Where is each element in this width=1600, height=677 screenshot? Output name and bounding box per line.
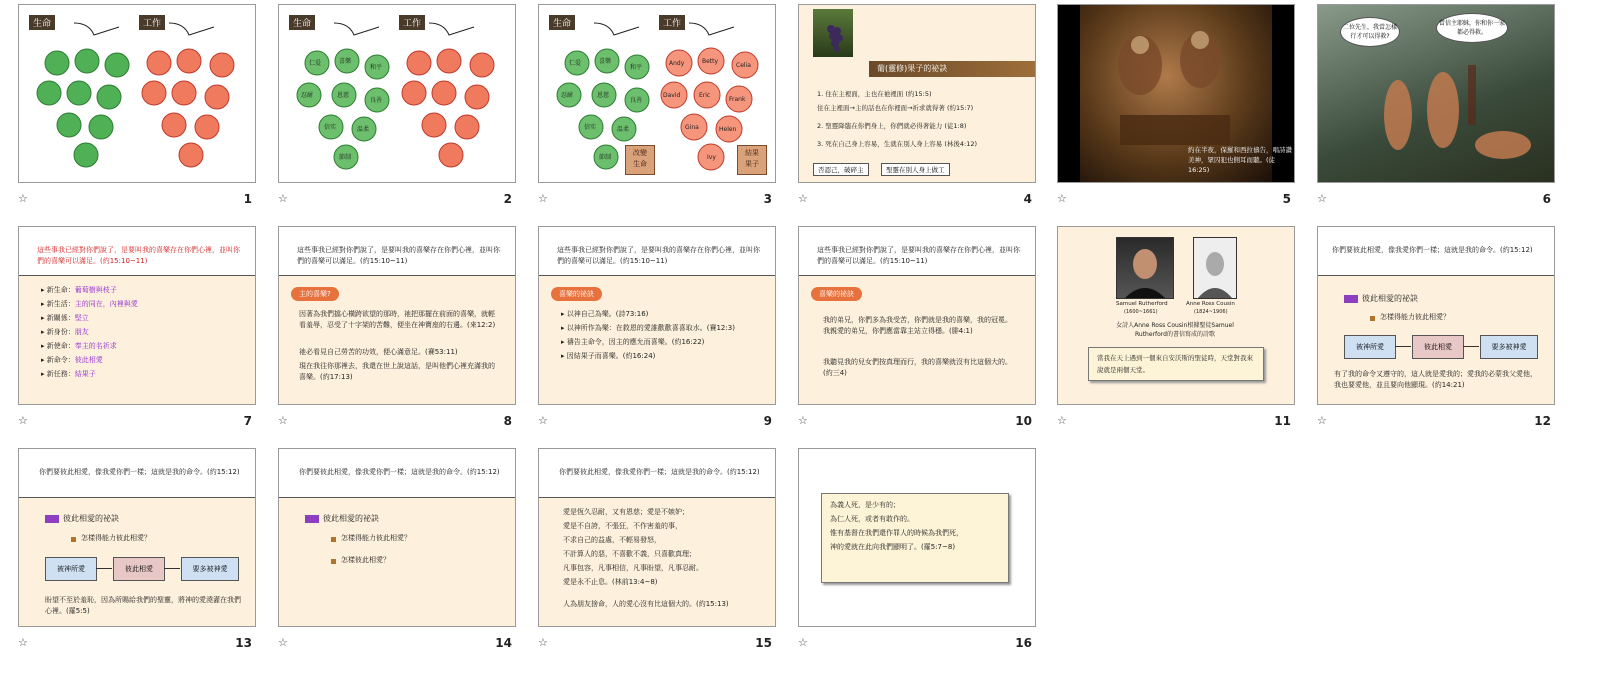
flow-arrow [164, 568, 180, 569]
star-icon[interactable]: ☆ [278, 192, 288, 205]
callout-box: 否認己，破碎主 [813, 163, 869, 176]
star-icon[interactable]: ☆ [1317, 192, 1327, 205]
slide-number: 10 [1015, 414, 1032, 428]
slide-number: 8 [503, 414, 512, 428]
caption-line: 女詩人Anne Ross Cousin根據聖徒Samuel Rutherford的書信寫成的詩歌 [1116, 322, 1234, 338]
section-pill: 喜樂的祕訣 [551, 287, 602, 301]
slide-number: 11 [1274, 414, 1291, 428]
header-verse: 你們要彼此相愛，像我愛你們一樣；這就是我的命令。(約15:12) [559, 468, 760, 476]
portrait-cousin [1193, 237, 1237, 299]
list-item: ▸ 新使命：奉主的名祈求 [41, 342, 117, 350]
star-icon[interactable]: ☆ [1317, 414, 1327, 427]
fruit-label: 仁爱 [309, 60, 322, 67]
body-paragraph: 因著為我們擋心橫跨欲望的那時，祂把那擺在前面的喜樂，就輕看羞辱，忍受了十字架的苦難，便坐在神寶座的右邊。(來12:2) [299, 310, 496, 329]
star-icon[interactable]: ☆ [1057, 414, 1067, 427]
body-line: 愛是不自誇，不張狂，不作害羞的事， [563, 522, 682, 530]
slide-number: 16 [1015, 636, 1032, 650]
bullet-icon [1370, 316, 1375, 321]
question: 怎樣得能力彼此相愛？ [341, 534, 411, 542]
star-icon[interactable]: ☆ [1057, 192, 1067, 205]
body-line: 人為朋友捨命，人的愛心沒有比這個大的。(約15:13) [563, 600, 729, 608]
flow-box: 被神所愛 [1344, 335, 1396, 359]
list-item: ▸ 因結果子而喜樂。(約16:24) [561, 352, 656, 360]
quote-note: 當我在天上遇到一個來自安沃斯的聖徒時，天堂對我來說就是兩個天堂。 [1088, 347, 1264, 381]
header-verse: 你們要彼此相愛，像我愛你們一樣；這就是我的命令。(約15:12) [1332, 246, 1533, 254]
callout-box: 聖靈在別人身上做工 [881, 163, 950, 176]
name-label: Helen [719, 126, 737, 133]
slide-number: 1 [243, 192, 252, 206]
slide-number: 6 [1542, 192, 1551, 206]
body-line: 1. 住在主裡面，主也在祂裡面 (約15:5) [817, 90, 932, 98]
star-icon[interactable]: ☆ [538, 414, 548, 427]
slide-number: 14 [495, 636, 512, 650]
name-label: David [663, 92, 681, 99]
slide-thumb-11[interactable] [1057, 226, 1297, 431]
section-heading: 彼此相愛的祕訣 [323, 514, 379, 523]
star-icon[interactable]: ☆ [18, 414, 28, 427]
question: 怎樣得能力彼此相愛？ [81, 534, 151, 542]
label-life: 生命 [289, 15, 315, 30]
fruit-label: 節制 [339, 154, 352, 161]
label-life: 生命 [29, 15, 55, 30]
label-work: 工作 [139, 15, 165, 30]
fruit-label: 良善 [630, 97, 643, 104]
speech-bubble: 當信主耶穌，你和你一家都必得救。 [1436, 13, 1508, 43]
slide-number: 2 [503, 192, 512, 206]
arrow-icon [1344, 295, 1358, 303]
person-name: Samuel Rutherford [1116, 301, 1168, 307]
body-line: 凡事包容，凡事相信，凡事盼望，凡事忍耐。 [563, 564, 703, 572]
flow-arrow [1395, 346, 1411, 347]
fruit-label: 喜樂 [599, 58, 612, 65]
slide-number: 9 [763, 414, 772, 428]
grape-clusters [279, 5, 515, 182]
slide-thumb-16[interactable] [798, 448, 1038, 653]
header-verse: 你們要彼此相愛，像我愛你們一樣；這就是我的命令。(約15:12) [39, 468, 240, 476]
list-item: ▸ 新命令：彼此相愛 [41, 356, 103, 364]
slide-thumb-12[interactable] [1317, 226, 1557, 431]
header-verse: 你們要彼此相愛，像我愛你們一樣；這就是我的命令。(約15:12) [299, 468, 500, 476]
flow-box: 彼此相愛 [1412, 335, 1464, 359]
body-line: 3. 死在自己身上容易，生就在別人身上容易 (林後4:12) [817, 140, 978, 148]
slide-thumb-1[interactable] [18, 4, 258, 209]
fruit-label: 良善 [370, 97, 383, 104]
body-paragraph: 我聽見我的兒女們按真理而行，我的喜樂就沒有比這個大的。(約三4) [823, 358, 1012, 377]
body-line: 住在主裡面→主的話也在你裡面→祈求就得著 (約15:7) [817, 104, 974, 112]
slide-number: 13 [235, 636, 252, 650]
name-label: Andy [669, 60, 685, 67]
flow-box: 要多被神愛 [181, 557, 239, 581]
slide-number: 15 [755, 636, 772, 650]
name-label: Frank [729, 96, 746, 103]
slide-number: 7 [243, 414, 252, 428]
bear-fruit-tag: 結果 果子 [737, 145, 767, 175]
slide-thumb-3[interactable] [538, 4, 778, 209]
header-verse: 這些事我已經對你們說了，是要叫我的喜樂存在你們心裡，並叫你們的喜樂可以滿足。(約15:10~11) [817, 246, 1020, 265]
star-icon[interactable]: ☆ [18, 636, 28, 649]
fruit-label: 温柔 [357, 126, 370, 133]
star-icon[interactable]: ☆ [798, 636, 808, 649]
portrait-rutherford [1116, 237, 1174, 299]
label-life: 生命 [549, 15, 575, 30]
section-heading: 彼此相愛的祕訣 [1362, 294, 1418, 303]
body-paragraph: 祂必看見自己勞苦的功效，便心滿意足。(賽53:11) [299, 348, 458, 356]
slide-thumb-13[interactable] [18, 448, 258, 653]
slide-thumb-4[interactable] [798, 4, 1038, 209]
grapes-photo [813, 9, 853, 57]
bullet-icon [331, 537, 336, 542]
star-icon[interactable]: ☆ [798, 414, 808, 427]
label-work: 工作 [399, 15, 425, 30]
question: 怎樣彼此相愛？ [341, 556, 390, 564]
slide-thumb-14[interactable] [278, 448, 518, 653]
body-line: 不計算人的惡，不喜歡不義，只喜歡真理； [563, 550, 696, 558]
bullet-icon [71, 537, 76, 542]
fruit-label: 仁爱 [569, 60, 582, 67]
star-icon[interactable]: ☆ [18, 192, 28, 205]
list-item: ▸ 新任務：結果子 [41, 370, 96, 378]
name-label: Betty [702, 58, 719, 65]
body-paragraph: 現在我往你那裡去，我還在世上說這話，是叫他們心裡充滿我的喜樂。(約17:13) [299, 362, 495, 381]
fruit-label: 和平 [370, 64, 383, 71]
fruit-label: 忍耐 [561, 92, 574, 99]
person-years: (1824~1906) [1194, 309, 1228, 315]
list-item: ▸ 以神所作為樂：在救恩的愛誰歡歡喜喜取水。(賽12:3) [561, 324, 735, 332]
body-line: 2. 聖靈降臨在你們身上，你們就必得著能力 (徒1:8) [817, 122, 967, 130]
list-item: ▸ 新生命：葡萄樹與枝子 [41, 286, 117, 294]
slide-number: 4 [1023, 192, 1032, 206]
list-item: ▸ 禱告主命令，因主的應允而喜樂。(約16:22) [561, 338, 705, 346]
list-item: ▸ 以神自己為樂。(詩73:16) [561, 310, 649, 318]
body-line: 不求自己的益處，不輕易發怒， [563, 536, 661, 544]
body-paragraph: 盼望不至於羞恥，因為所賜給我們的聖靈，將神的愛澆灌在我們心裡。(羅5:5) [45, 596, 241, 615]
body-line: 愛是永不止息。(林前13:4~8) [563, 578, 658, 586]
fruit-label: 忍耐 [301, 92, 314, 99]
label-work: 工作 [659, 15, 685, 30]
flow-box: 要多被神愛 [1480, 335, 1538, 359]
bullet-icon [331, 559, 336, 564]
body-paragraph: 有了我的命令又遵守的，這人就是愛我的；愛我的必蒙我父愛他，我也要愛他，並且要向他顯現。(約14:21) [1334, 370, 1537, 389]
arrow-icon [305, 515, 319, 523]
fruit-label: 恩慈 [337, 92, 350, 99]
star-icon[interactable]: ☆ [278, 414, 288, 427]
flow-box: 彼此相愛 [113, 557, 165, 581]
header-verse: 這些事我已經對你們說了，是要叫我的喜樂存在你們心裡，並叫你們的喜樂可以滿足。(約15:10~11) [557, 246, 760, 265]
slide-thumb-6[interactable] [1317, 4, 1557, 209]
slide-thumb-8[interactable] [278, 226, 518, 431]
list-item: ▸ 新關係：堅立 [41, 314, 89, 322]
slide-number: 3 [763, 192, 772, 206]
slide-thumb-15[interactable] [538, 448, 778, 653]
slide-thumb-10[interactable] [798, 226, 1038, 431]
fruit-label: 恩慈 [597, 92, 610, 99]
star-icon[interactable]: ☆ [538, 636, 548, 649]
arrow-icon [45, 515, 59, 523]
star-icon[interactable]: ☆ [278, 636, 288, 649]
grape-clusters [19, 5, 255, 182]
fruit-label: 節制 [599, 154, 612, 161]
fruit-label: 信实 [324, 124, 337, 131]
list-item: ▸ 新生活：主的同在，內裡與愛 [41, 300, 138, 308]
section-pill: 喜樂的祕訣 [811, 287, 862, 301]
slide-thumb-9[interactable] [538, 226, 778, 431]
change-life-tag: 改變 生命 [625, 145, 655, 175]
painting-caption: 約在半夜，保羅和西拉禱告，唱詩讚美神，眾囚犯也側耳而聽。(徒16:25) [1188, 146, 1292, 174]
name-label: Celia [736, 62, 751, 69]
list-item: ▸ 新身份：朋友 [41, 328, 89, 336]
question: 怎樣得能力彼此相愛？ [1380, 313, 1450, 321]
star-icon[interactable]: ☆ [538, 192, 548, 205]
fruit-label: 信实 [584, 124, 597, 131]
star-icon[interactable]: ☆ [798, 192, 808, 205]
slide-thumb-5[interactable] [1057, 4, 1297, 209]
person-name: Anne Ross Cousin [1186, 301, 1235, 307]
fruit-label: 温柔 [617, 126, 630, 133]
slide-title: 葡(靈修)果子的祕訣 [869, 61, 1036, 77]
slide-thumb-7[interactable] [18, 226, 258, 431]
flow-arrow [96, 568, 112, 569]
body-line: 愛是恆久忍耐，又有恩慈；愛是不嫉妒； [563, 508, 689, 516]
person-years: (1600~1661) [1124, 309, 1158, 315]
header-verse: 這些事我已經對你們說了，是要叫我的喜樂存在你們心裡，並叫你們的喜樂可以滿足。(約15:10~11) [37, 246, 240, 265]
name-label: Eric [699, 92, 711, 99]
verse-note: 為義人死，是少有的； 為仁人死，或者有敢作的。 惟有基督在我們還作罪人的時候為我們死， 神的愛就在此向我們顯明了。(羅5:7~8) [821, 493, 1009, 583]
flow-box: 被神所愛 [45, 557, 97, 581]
speech-bubble: 二位先生，我當怎樣行才可以得救? [1340, 17, 1400, 47]
slide-number: 12 [1534, 414, 1551, 428]
name-label: Gina [685, 124, 699, 131]
slide-number: 5 [1282, 192, 1291, 206]
fruit-label: 和平 [630, 64, 643, 71]
header-verse: 這些事我已經對你們說了，是要叫我的喜樂存在你們心裡，並叫你們的喜樂可以滿足。(約15:10~11) [297, 246, 500, 265]
slide-thumb-2[interactable] [278, 4, 518, 209]
body-paragraph: 我的弟兄，你們多為我受苦，你們就是我的喜樂，我的冠冕。我親愛的弟兄，你們應當靠主站立得穩。(腓4:1) [823, 316, 1012, 335]
name-label: Ivy [707, 154, 716, 161]
section-pill: 主的喜樂? [291, 287, 339, 301]
fruit-label: 喜樂 [339, 58, 352, 65]
flow-arrow [1463, 346, 1479, 347]
section-heading: 彼此相愛的祕訣 [63, 514, 119, 523]
